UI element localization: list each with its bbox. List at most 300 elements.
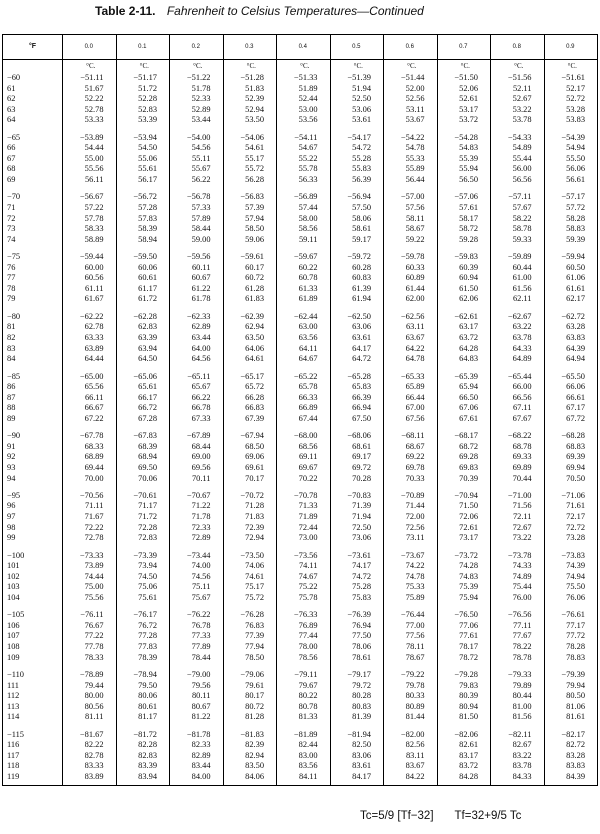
celsius-value: 68.50 <box>245 441 264 451</box>
fahrenheit-value: 72 <box>7 213 16 223</box>
celsius-value: 74.67 <box>298 571 318 581</box>
celsius-value: −62.44 <box>293 311 318 321</box>
fahrenheit-value: 111 <box>7 680 19 690</box>
celsius-value: −73.44 <box>186 550 211 560</box>
celsius-value: 80.56 <box>84 701 104 711</box>
fahrenheit-value: 103 <box>7 582 20 592</box>
celsius-column <box>387 730 425 783</box>
celsius-value: 54.67 <box>298 143 318 153</box>
celsius-value: 63.11 <box>405 322 425 332</box>
celsius-value: 80.28 <box>352 691 371 701</box>
celsius-value: 71.67 <box>84 512 104 522</box>
celsius-column <box>387 312 425 365</box>
celsius-value: 84.28 <box>459 772 478 782</box>
celsius-value: 82.33 <box>191 740 211 750</box>
celsius-column <box>120 670 158 723</box>
celsius-value: 62.17 <box>566 294 585 304</box>
celsius-value: 60.72 <box>245 273 264 283</box>
celsius-value: 70.11 <box>191 473 211 483</box>
celsius-value: 51.67 <box>84 83 104 93</box>
celsius-value: 58.56 <box>298 224 318 234</box>
celsius-value: −51.11 <box>80 73 104 82</box>
celsius-value: 57.89 <box>191 213 211 223</box>
celsius-value: 79.44 <box>84 680 104 690</box>
celsius-value: 56.06 <box>566 164 585 174</box>
column-divider <box>169 35 170 785</box>
celsius-column <box>280 252 318 305</box>
fahrenheit-value: −110 <box>7 670 24 679</box>
celsius-value: 55.22 <box>298 153 318 163</box>
celsius-column <box>66 491 104 544</box>
celsius-value: 71.44 <box>405 501 425 511</box>
column-divider <box>544 35 545 785</box>
celsius-column <box>441 431 479 484</box>
formula-to-celsius: Tc=5/9 [Tf−32] <box>360 810 434 822</box>
celsius-value: 70.00 <box>84 473 104 483</box>
celsius-value: −76.56 <box>507 610 532 620</box>
celsius-value: −56.89 <box>293 192 318 202</box>
fahrenheit-value: −85 <box>7 371 21 381</box>
celsius-value: 78.39 <box>138 652 157 662</box>
celsius-value: −67.89 <box>186 431 211 441</box>
celsius-value: 52.56 <box>405 94 425 104</box>
celsius-column <box>494 312 532 365</box>
fahrenheit-value: 112 <box>7 691 20 701</box>
celsius-value: −57.11 <box>508 192 532 202</box>
celsius-value: 66.61 <box>566 392 585 402</box>
celsius-value: 63.00 <box>298 322 318 332</box>
celsius-value: 53.00 <box>298 104 318 114</box>
celsius-value: 80.67 <box>191 701 211 711</box>
celsius-value: −56.83 <box>240 192 264 202</box>
celsius-value: 64.39 <box>566 343 585 353</box>
celsius-value: 59.39 <box>566 234 585 244</box>
celsius-value: 76.06 <box>566 592 585 602</box>
celsius-value: 79.78 <box>405 680 425 690</box>
celsius-column <box>387 252 425 305</box>
celsius-value: −62.28 <box>133 311 157 321</box>
celsius-value: 74.89 <box>512 571 532 581</box>
celsius-value: 63.17 <box>459 322 478 332</box>
celsius-value: −54.06 <box>240 132 264 142</box>
celsius-column <box>441 551 479 604</box>
celsius-value: 69.39 <box>566 452 585 462</box>
celsius-value: −57.17 <box>561 192 585 202</box>
celsius-value: 53.72 <box>459 115 478 125</box>
celsius-value: 55.39 <box>459 153 478 163</box>
celsius-value: 73.11 <box>405 533 425 543</box>
celsius-value: 69.33 <box>512 452 532 462</box>
celsius-value: 65.56 <box>84 382 104 392</box>
unit-label: °C. <box>567 62 577 70</box>
celsius-value: 83.44 <box>191 761 211 771</box>
celsius-value: 74.83 <box>459 571 478 581</box>
celsius-value: 61.61 <box>566 283 585 293</box>
column-divider <box>62 35 63 785</box>
celsius-value: 80.11 <box>191 691 211 701</box>
celsius-value: 77.06 <box>459 620 478 630</box>
celsius-value: 76.72 <box>138 620 157 630</box>
celsius-value: 54.56 <box>191 143 211 153</box>
celsius-value: 52.89 <box>191 104 211 114</box>
celsius-value: 65.78 <box>298 382 318 392</box>
celsius-column <box>494 551 532 604</box>
unit-label: °C. <box>514 62 524 70</box>
celsius-value: −81.89 <box>293 729 318 739</box>
celsius-value: 56.56 <box>512 175 532 185</box>
celsius-value: −73.39 <box>133 550 157 560</box>
celsius-column <box>280 372 318 425</box>
fahrenheit-value: 107 <box>7 631 20 641</box>
celsius-value: 70.39 <box>459 473 478 483</box>
celsius-value: 63.83 <box>566 332 585 342</box>
celsius-value: 78.06 <box>352 642 371 652</box>
celsius-value: 71.11 <box>84 501 104 511</box>
fahrenheit-value: 68 <box>7 164 16 174</box>
celsius-value: 53.06 <box>352 104 371 114</box>
header-column: 0.8 <box>512 44 521 50</box>
celsius-value: 78.33 <box>84 652 104 662</box>
celsius-value: 52.28 <box>138 94 157 104</box>
celsius-column <box>173 431 211 484</box>
celsius-value: 63.39 <box>138 332 157 342</box>
celsius-value: 62.00 <box>405 294 425 304</box>
celsius-value: 75.00 <box>84 582 104 592</box>
celsius-value: 70.50 <box>566 473 585 483</box>
column-divider <box>330 35 331 785</box>
celsius-value: 61.39 <box>352 283 371 293</box>
celsius-value: 55.72 <box>245 164 264 174</box>
celsius-value: 73.17 <box>459 533 478 543</box>
celsius-value: 80.78 <box>298 701 318 711</box>
celsius-value: −54.17 <box>347 132 371 142</box>
celsius-value: −68.00 <box>293 431 318 441</box>
celsius-value: −76.39 <box>347 610 371 620</box>
celsius-value: 52.94 <box>245 104 264 114</box>
fahrenheit-column <box>7 252 59 305</box>
celsius-column <box>66 133 104 186</box>
celsius-value: 64.00 <box>191 343 211 353</box>
fahrenheit-value: 97 <box>7 512 16 522</box>
celsius-value: 58.89 <box>84 234 104 244</box>
celsius-column <box>334 73 372 126</box>
celsius-value: 56.11 <box>84 175 104 185</box>
celsius-value: 52.11 <box>512 83 532 93</box>
header-column: 0.0 <box>84 44 93 50</box>
celsius-value: 61.67 <box>84 294 104 304</box>
celsius-column <box>173 551 211 604</box>
celsius-column <box>66 312 104 365</box>
celsius-column <box>494 73 532 126</box>
celsius-column <box>173 491 211 544</box>
celsius-value: 79.94 <box>566 680 585 690</box>
celsius-value: 83.89 <box>84 772 104 782</box>
celsius-value: 80.33 <box>405 691 425 701</box>
column-divider <box>490 35 491 785</box>
celsius-column <box>173 73 211 126</box>
celsius-value: −59.61 <box>240 252 264 262</box>
celsius-value: 55.33 <box>405 153 425 163</box>
celsius-value: 69.61 <box>245 462 264 472</box>
celsius-value: 61.17 <box>138 283 157 293</box>
celsius-value: −65.44 <box>507 371 532 381</box>
celsius-value: 55.44 <box>512 153 532 163</box>
celsius-value: 66.83 <box>245 403 264 413</box>
celsius-value: 66.72 <box>138 403 157 413</box>
celsius-value: 56.44 <box>405 175 425 185</box>
celsius-column <box>173 670 211 723</box>
celsius-value: 64.28 <box>459 343 478 353</box>
celsius-value: 66.56 <box>512 392 532 402</box>
celsius-value: 62.94 <box>245 322 264 332</box>
celsius-value: 59.00 <box>191 234 211 244</box>
celsius-value: 69.00 <box>191 452 211 462</box>
celsius-value: 59.17 <box>352 234 371 244</box>
celsius-column <box>494 670 532 723</box>
celsius-value: 72.11 <box>512 512 532 522</box>
fahrenheit-value: 79 <box>7 294 16 304</box>
celsius-value: 80.44 <box>512 691 532 701</box>
celsius-value: 65.89 <box>405 382 425 392</box>
celsius-value: 84.11 <box>298 772 318 782</box>
celsius-value: 66.67 <box>84 403 104 413</box>
celsius-value: 72.78 <box>84 533 104 543</box>
celsius-value: 53.78 <box>512 115 532 125</box>
celsius-value: 72.89 <box>191 533 211 543</box>
celsius-value: 57.67 <box>512 202 532 212</box>
celsius-value: 61.06 <box>566 273 585 283</box>
celsius-value: 57.72 <box>566 202 585 212</box>
celsius-value: 67.72 <box>566 413 585 423</box>
celsius-column <box>227 372 265 425</box>
celsius-value: 67.06 <box>459 403 478 413</box>
celsius-column <box>280 431 318 484</box>
celsius-value: 74.50 <box>138 571 157 581</box>
fahrenheit-value: 109 <box>7 652 20 662</box>
celsius-value: 75.67 <box>191 592 211 602</box>
celsius-column <box>387 610 425 663</box>
celsius-value: −81.83 <box>240 729 264 739</box>
fahrenheit-value: 86 <box>7 382 16 392</box>
celsius-column <box>227 252 265 305</box>
celsius-value: 65.61 <box>138 382 157 392</box>
celsius-value: 67.00 <box>405 403 425 413</box>
celsius-value: 80.50 <box>566 691 585 701</box>
celsius-value: 60.39 <box>459 262 478 272</box>
fahrenheit-value: −70 <box>7 192 21 202</box>
celsius-value: 64.50 <box>138 354 157 364</box>
celsius-value: 72.83 <box>138 533 157 543</box>
unit-label: °C. <box>139 62 149 70</box>
celsius-column <box>120 551 158 604</box>
celsius-value: 80.00 <box>84 691 104 701</box>
celsius-value: 55.89 <box>405 164 425 174</box>
celsius-column <box>548 252 586 305</box>
celsius-value: 57.56 <box>405 202 425 212</box>
celsius-value: 75.94 <box>459 592 478 602</box>
celsius-column <box>494 372 532 425</box>
celsius-value: 78.83 <box>566 652 585 662</box>
celsius-value: 69.78 <box>405 462 425 472</box>
celsius-value: 78.72 <box>459 652 478 662</box>
celsius-column <box>494 610 532 663</box>
fahrenheit-value: −65 <box>7 132 21 142</box>
row-group <box>3 670 597 723</box>
celsius-value: 68.67 <box>405 441 425 451</box>
celsius-value: 84.17 <box>352 772 371 782</box>
celsius-value: 52.22 <box>84 94 104 104</box>
celsius-value: 61.56 <box>512 283 532 293</box>
celsius-value: 78.67 <box>405 652 425 662</box>
celsius-column <box>387 73 425 126</box>
celsius-column <box>334 192 372 245</box>
celsius-value: 55.78 <box>298 164 318 174</box>
celsius-column <box>387 192 425 245</box>
celsius-value: 56.28 <box>245 175 264 185</box>
celsius-column <box>280 551 318 604</box>
celsius-value: 63.61 <box>352 332 371 342</box>
celsius-value: 81.39 <box>352 712 371 722</box>
celsius-value: 56.50 <box>459 175 478 185</box>
celsius-value: 70.22 <box>298 473 318 483</box>
celsius-column <box>227 192 265 245</box>
celsius-value: −57.06 <box>454 192 478 202</box>
celsius-value: 55.28 <box>352 153 371 163</box>
celsius-value: 72.00 <box>405 512 425 522</box>
celsius-value: 83.67 <box>405 761 425 771</box>
celsius-value: −76.22 <box>186 610 211 620</box>
fahrenheit-value: 114 <box>7 712 20 722</box>
celsius-value: 58.39 <box>138 224 157 234</box>
celsius-value: 84.39 <box>566 772 585 782</box>
celsius-value: 60.78 <box>298 273 318 283</box>
celsius-column <box>441 610 479 663</box>
celsius-value: −67.94 <box>240 431 264 441</box>
celsius-value: 65.94 <box>459 382 478 392</box>
celsius-value: 82.56 <box>405 740 425 750</box>
celsius-value: 60.56 <box>84 273 104 283</box>
celsius-value: 52.44 <box>298 94 318 104</box>
celsius-value: 78.17 <box>459 642 478 652</box>
celsius-value: −54.28 <box>454 132 478 142</box>
celsius-value: 77.56 <box>405 631 425 641</box>
celsius-value: 76.94 <box>352 620 371 630</box>
fahrenheit-value: 118 <box>7 761 20 771</box>
celsius-value: 75.72 <box>245 592 264 602</box>
celsius-value: 77.83 <box>138 642 157 652</box>
celsius-value: −76.50 <box>454 610 478 620</box>
celsius-value: 69.50 <box>138 462 157 472</box>
celsius-value: 67.67 <box>512 413 532 423</box>
row-group <box>3 192 597 245</box>
celsius-value: 61.94 <box>352 294 371 304</box>
fahrenheit-value: 99 <box>7 533 16 543</box>
celsius-value: −59.94 <box>561 252 585 262</box>
celsius-value: −73.61 <box>347 550 371 560</box>
celsius-value: 55.56 <box>84 164 104 174</box>
celsius-value: 52.00 <box>405 83 425 93</box>
column-divider <box>223 35 224 785</box>
celsius-value: −70.78 <box>293 490 318 500</box>
celsius-value: −73.33 <box>79 550 104 560</box>
celsius-value: −73.72 <box>454 550 478 560</box>
celsius-value: 55.94 <box>459 164 478 174</box>
celsius-value: 74.06 <box>245 561 264 571</box>
fahrenheit-value: 101 <box>7 561 20 571</box>
celsius-value: 54.89 <box>512 143 532 153</box>
celsius-value: 82.67 <box>512 740 532 750</box>
celsius-value: 77.61 <box>459 631 478 641</box>
conversion-table <box>2 34 598 786</box>
celsius-value: 74.94 <box>566 571 585 581</box>
celsius-value: 81.56 <box>512 712 532 722</box>
celsius-value: 65.72 <box>245 382 264 392</box>
celsius-value: 62.83 <box>138 322 157 332</box>
row-group <box>3 372 597 425</box>
celsius-value: 84.22 <box>405 772 425 782</box>
celsius-column <box>548 133 586 186</box>
celsius-value: −79.17 <box>347 670 371 679</box>
celsius-value: 64.56 <box>191 354 211 364</box>
row-group <box>3 73 597 126</box>
celsius-value: 66.94 <box>352 403 371 413</box>
celsius-value: 55.17 <box>245 153 264 163</box>
celsius-value: 80.06 <box>138 691 157 701</box>
celsius-column <box>387 551 425 604</box>
celsius-value: 77.89 <box>191 642 211 652</box>
celsius-value: 52.17 <box>566 83 585 93</box>
celsius-value: 64.06 <box>245 343 264 353</box>
fahrenheit-value: 77 <box>7 273 16 283</box>
celsius-value: 57.50 <box>352 202 371 212</box>
celsius-value: 80.83 <box>352 701 371 711</box>
celsius-value: −76.33 <box>293 610 318 620</box>
celsius-value: 63.33 <box>84 332 104 342</box>
celsius-value: 74.00 <box>191 561 211 571</box>
celsius-value: 53.83 <box>566 115 585 125</box>
fahrenheit-value: 73 <box>7 224 16 234</box>
celsius-value: 60.33 <box>405 262 425 272</box>
celsius-value: 60.11 <box>191 262 211 272</box>
celsius-column <box>334 133 372 186</box>
celsius-value: 75.50 <box>566 582 585 592</box>
celsius-value: 83.06 <box>352 750 371 760</box>
celsius-value: 61.44 <box>405 283 425 293</box>
celsius-value: −70.72 <box>240 490 264 500</box>
celsius-value: 56.39 <box>352 175 371 185</box>
celsius-value: 77.72 <box>566 631 585 641</box>
fahrenheit-value: −90 <box>7 431 21 441</box>
celsius-value: −68.28 <box>561 431 585 441</box>
celsius-value: 57.22 <box>84 202 104 212</box>
celsius-value: −82.17 <box>561 729 585 739</box>
celsius-value: 52.67 <box>512 94 532 104</box>
celsius-value: 67.39 <box>245 413 264 423</box>
celsius-value: −68.22 <box>507 431 532 441</box>
celsius-value: 83.83 <box>566 761 585 771</box>
celsius-value: 53.17 <box>459 104 478 114</box>
celsius-value: −59.56 <box>186 252 211 262</box>
celsius-value: 68.83 <box>566 441 585 451</box>
celsius-value: 56.22 <box>191 175 211 185</box>
celsius-value: 78.28 <box>566 642 585 652</box>
celsius-value: 58.83 <box>566 224 585 234</box>
celsius-value: 61.89 <box>298 294 318 304</box>
celsius-value: 76.83 <box>245 620 264 630</box>
celsius-value: 61.50 <box>459 283 478 293</box>
celsius-value: 69.94 <box>566 462 585 472</box>
row-group <box>3 491 597 544</box>
